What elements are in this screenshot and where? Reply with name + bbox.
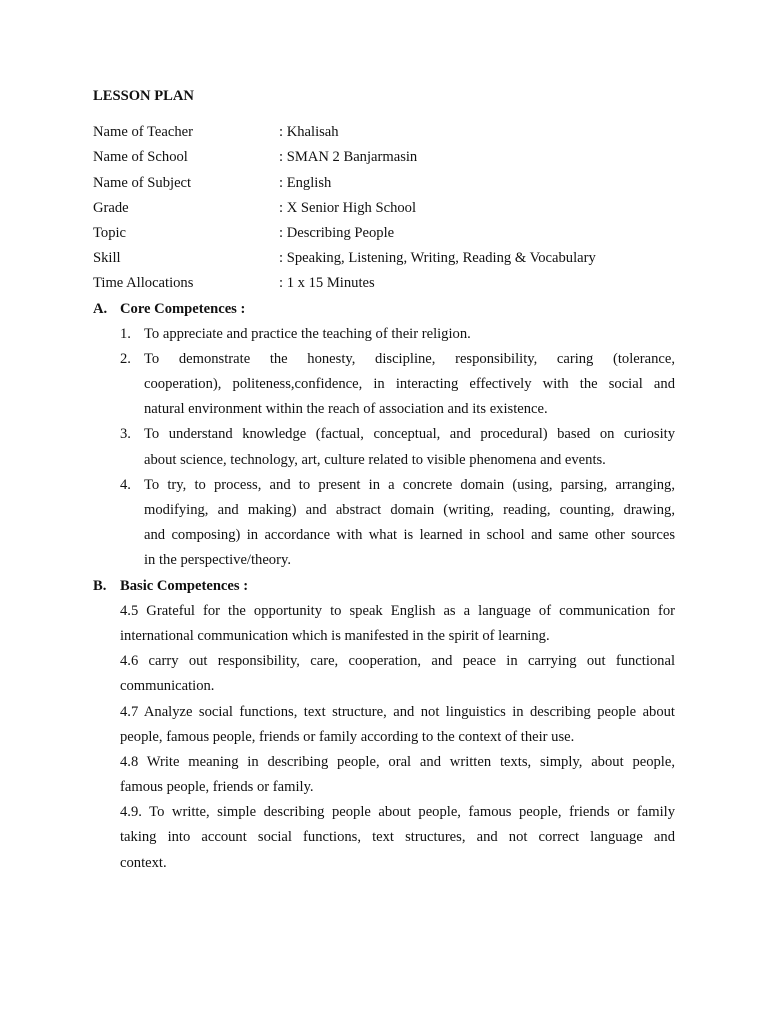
info-value: : Khalisah	[279, 124, 339, 141]
info-value: : Speaking, Listening, Writing, Reading & Vocabulary	[279, 250, 596, 267]
item-text-line: To demonstrate the honesty, discipline, responsibility, caring (tolerance,	[144, 350, 675, 367]
item-text-line: 4.6 carry out responsibility, care, cooperation, and peace in carrying out functional	[120, 653, 675, 670]
info-label: Time Allocations	[93, 275, 194, 292]
info-label: Name of Subject	[93, 174, 192, 191]
info-label: Skill	[93, 250, 121, 267]
basic-item-4-5	[93, 599, 675, 649]
item-text-line: 4.9. To writte, simple describing people about people, famous people, friends or family	[120, 804, 675, 821]
info-row-school	[93, 145, 675, 170]
core-item-2	[93, 347, 675, 423]
section-letter: B.	[93, 577, 107, 594]
basic-item-4-7	[93, 700, 675, 750]
item-text-line: To understand knowledge (factual, conceptual, and procedural) based on curiosity	[144, 426, 675, 443]
info-value: : SMAN 2 Banjarmasin	[279, 149, 418, 166]
item-number: 4.	[120, 476, 131, 493]
info-row-skill	[93, 246, 675, 271]
item-text-line: modifying, and making) and abstract domain (writing, reading, counting, drawing,	[144, 502, 675, 518]
item-text-line: 4.7 Analyze social functions, text structure, and not linguistics in describing people about	[120, 703, 675, 720]
item-number: 2.	[120, 350, 131, 367]
basic-item-4-8	[93, 750, 675, 800]
lesson-plan-content	[93, 84, 675, 876]
item-text-line: To try, to process, and to present in a concrete domain (using, parsing, arranging,	[144, 476, 675, 493]
item-text-line: and composing) in accordance with what is learned in school and same other sources	[144, 527, 675, 544]
item-text-line: cooperation), politeness,confidence, in interacting effectively with the social and	[144, 376, 675, 393]
item-text-line: in the perspective/theory.	[144, 552, 291, 569]
info-row-time	[93, 271, 675, 296]
info-row-topic	[93, 221, 675, 246]
section-title: Basic Competences :	[120, 577, 249, 594]
basic-competences-heading	[93, 574, 675, 599]
item-text-line: international communication which is manifested in the spirit of learning.	[120, 627, 550, 644]
info-value: : X Senior High School	[279, 199, 417, 216]
document-title: LESSON PLAN	[93, 88, 194, 104]
item-text-line: 4.5 Grateful for the opportunity to speak English as a language of communication for	[120, 602, 675, 619]
core-item-1	[93, 322, 675, 347]
item-text-line: communication.	[120, 678, 215, 695]
basic-item-4-9	[93, 800, 675, 876]
core-competences-heading	[93, 297, 675, 322]
info-value: : Describing People	[279, 224, 395, 241]
info-row-grade	[93, 196, 675, 221]
info-label: Name of School	[93, 149, 188, 166]
section-letter: A.	[93, 300, 108, 317]
info-label: Name of Teacher	[93, 124, 193, 141]
info-row-subject	[93, 171, 675, 196]
info-value: : English	[279, 174, 332, 191]
item-text-line: 4.8 Write meaning in describing people, oral and written texts, simply, about people,	[120, 753, 675, 770]
item-number: 3.	[120, 426, 131, 443]
core-item-4	[93, 473, 675, 574]
item-text-line: To appreciate and practice the teaching of their religion.	[144, 325, 471, 342]
info-value: : 1 x 15 Minutes	[279, 275, 375, 292]
info-label: Grade	[93, 199, 129, 216]
item-text-line: context.	[120, 854, 167, 871]
item-text-line: famous people, friends or family.	[120, 779, 314, 796]
item-text-line: people, famous people, friends or family according to the context of their use.	[120, 728, 575, 745]
item-text-line: taking into account social functions, text structures, and not correct language and	[120, 829, 675, 846]
section-title: Core Competences :	[120, 300, 246, 317]
item-text-line: natural environment within the reach of association and its existence.	[144, 401, 548, 418]
item-text-line: about science, technology, art, culture related to visible phenomena and events.	[144, 451, 606, 468]
core-item-3	[93, 422, 675, 472]
info-row-teacher	[93, 120, 675, 145]
info-table	[93, 120, 675, 296]
item-number: 1.	[120, 325, 131, 342]
info-label: Topic	[93, 224, 127, 241]
basic-item-4-6	[93, 649, 675, 699]
